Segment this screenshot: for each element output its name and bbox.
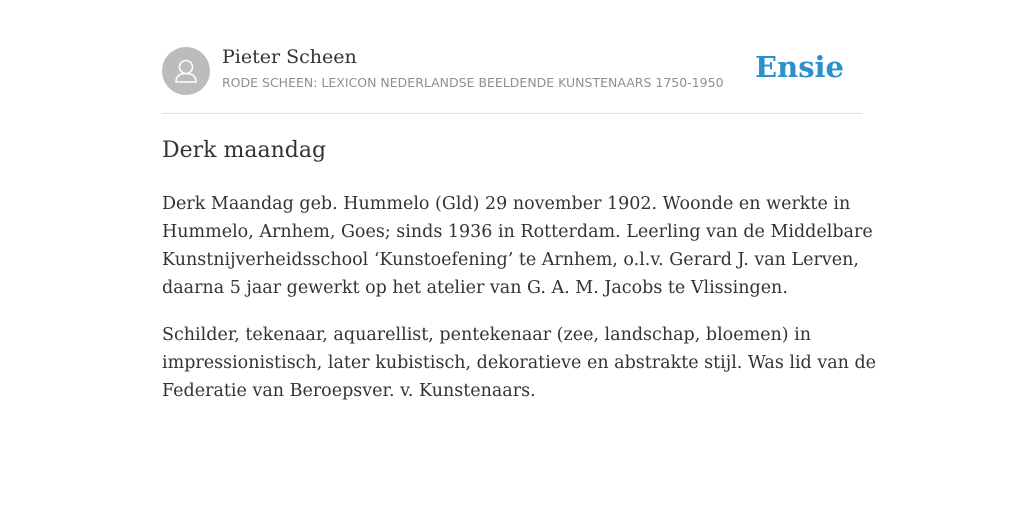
- header-divider: [162, 113, 862, 114]
- text-line: daarna 5 jaar gewerkt op het atelier van G. A. M. Jacobs te Vlissingen.: [162, 278, 788, 298]
- text-line: Derk Maandag geb. Hummelo (Gld) 29 november 1902. Woonde en werkte in: [162, 194, 851, 214]
- text-line: Hummelo, Arnhem, Goes; sinds 1936 in Rotterdam. Leerling van de Middelbare: [162, 222, 873, 242]
- paragraph-work: [162, 321, 877, 405]
- text-line: Kunstnijverheidsschool ‘Kunstoefening’ te Arnhem, o.l.v. Gerard J. van Lerven,: [162, 250, 859, 270]
- source-lexicon[interactable]: RODE SCHEEN: LEXICON NEDERLANDSE BEELDENDE KUNSTENAARS 1750-1950: [222, 75, 724, 90]
- user-silhouette-icon: [162, 47, 210, 95]
- ensie-logo[interactable]: Ensie: [755, 50, 844, 84]
- text-line: impressionistisch, later kubistisch, dekoratieve en abstrakte stijl. Was lid van de: [162, 353, 877, 373]
- article-title: Derk maandag: [162, 138, 327, 163]
- article-body: [162, 190, 877, 424]
- text-line: Federatie van Beroepsver. v. Kunstenaars.: [162, 381, 536, 401]
- paragraph-biography: [162, 190, 873, 302]
- text-line: Schilder, tekenaar, aquarellist, pentekenaar (zee, landschap, bloemen) in: [162, 325, 812, 345]
- author-name[interactable]: Pieter Scheen: [222, 46, 357, 68]
- article-header: [162, 46, 862, 96]
- author-avatar[interactable]: [162, 47, 210, 95]
